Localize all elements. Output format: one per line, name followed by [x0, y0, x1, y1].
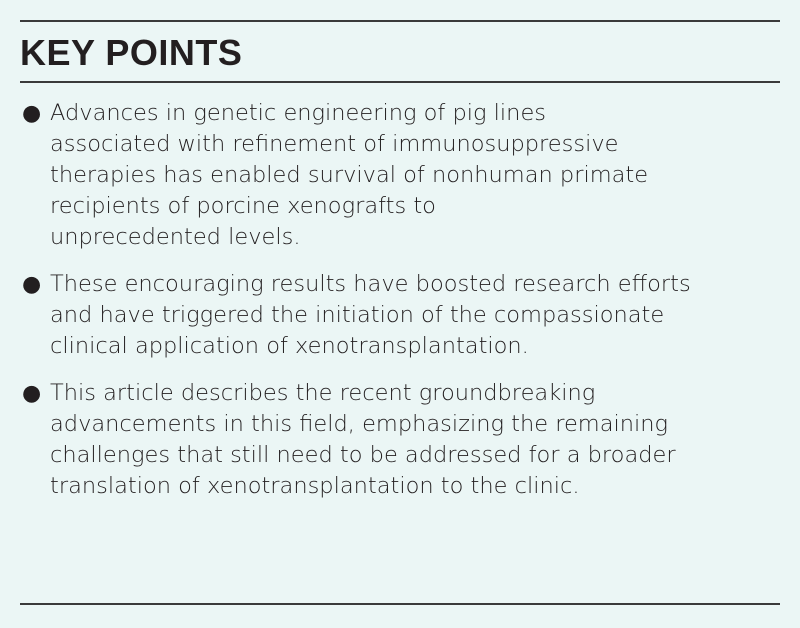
text-line: Advances in genetic engineering of pig lines	[50, 100, 547, 126]
bullet-icon: ●	[22, 272, 42, 297]
text-line: This article describes the recent groundbreaking	[50, 380, 596, 406]
text-line: clinical application of xenotransplantation.	[50, 333, 529, 359]
text-line: and have triggered the initiation of the compassionate	[50, 302, 665, 328]
top-rule	[20, 20, 780, 22]
section-title: KEY POINTS	[20, 32, 243, 73]
key-points-list	[20, 98, 790, 518]
list-item	[20, 378, 790, 502]
text-line: challenges that still need to be addressed for a broader	[50, 442, 676, 468]
text-line: therapies has enabled survival of nonhuman primate	[50, 162, 649, 188]
title-rule	[20, 81, 780, 83]
list-item	[20, 269, 790, 362]
bullet-icon: ●	[22, 381, 42, 406]
text-line: recipients of porcine xenografts to	[50, 193, 436, 219]
bottom-rule	[20, 603, 780, 605]
text-line: translation of xenotransplantation to the clinic.	[50, 473, 580, 499]
list-item	[20, 98, 790, 253]
text-line: unprecedented levels.	[50, 224, 301, 250]
text-line: These encouraging results have boosted research efforts	[50, 271, 691, 297]
bullet-icon: ●	[22, 101, 42, 126]
text-line: advancements in this field, emphasizing the remaining	[50, 411, 669, 437]
text-line: associated with refinement of immunosuppressive	[50, 131, 619, 157]
